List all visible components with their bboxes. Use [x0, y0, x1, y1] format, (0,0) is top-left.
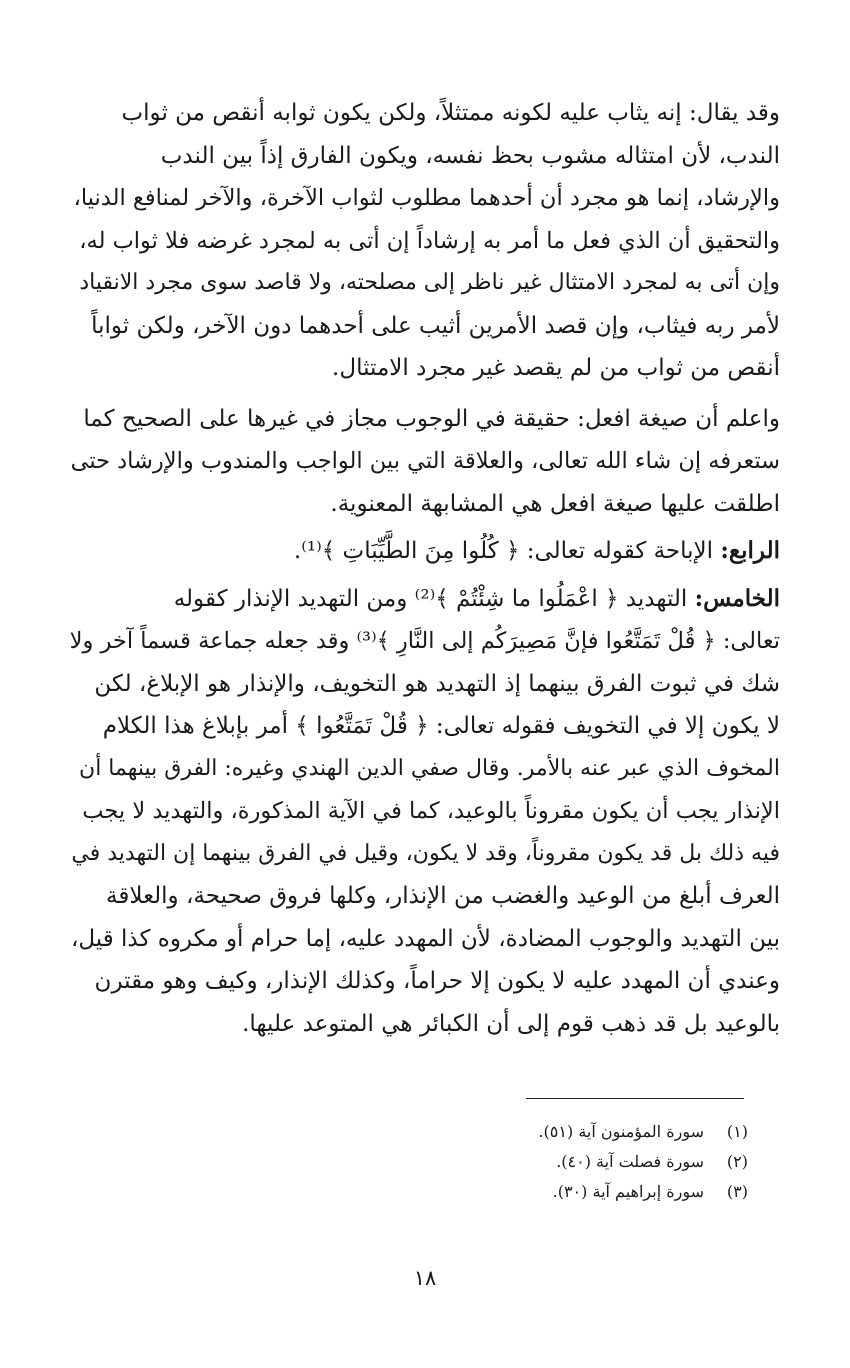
text-line: والتحقيق أن الذي فعل ما أمر به إرشاداً إن أتى به لمجرد غرضه فلا ثواب له، [79, 227, 780, 254]
footnote-number: (١) [726, 1122, 748, 1141]
text-line: شك في ثبوت الفرق بينهما إذ التهديد هو التخويف، والإنذار هو الإبلاغ، لكن [94, 670, 780, 697]
footnote-number: (٣) [726, 1182, 748, 1201]
paragraph-fifth [70, 578, 780, 1046]
text-run: الإباحة كقوله تعالى: ﴿ كُلُوا مِنَ الطَّيِّبَاتِ ﴾⁽¹⁾. [293, 538, 714, 564]
text-line: اطلقت عليها صيغة افعل هي المشابهة المعنوية. [330, 490, 780, 517]
text-line: تعالى: ﴿ قُلْ تَمَتَّعُوا فإنَّ مَصِيرَكُم إلى النَّارِ ﴾⁽³⁾ وقد جعله جماعة قسماً آخر ولا [69, 628, 780, 654]
text-line [70, 530, 780, 573]
text-line: ستعرفه إن شاء الله تعالى، والعلاقة التي بين الواجب والمندوب والإرشاد حتى [70, 448, 780, 474]
footnote-item [538, 1117, 748, 1147]
page-body [70, 92, 780, 1045]
text-line: بالوعيد بل قد ذهب قوم إلى أن الكبائر هي المتوعد عليها. [242, 1010, 780, 1037]
text-line: لأمر ربه فيثاب، وإن قصد الأمرين أثيب على أحدهما دون الآخر، ولكن ثواباً [91, 312, 780, 339]
paragraph-2 [70, 398, 780, 526]
text-run: التهديد ﴿ اعْمَلُوا ما شِئْتُمْ ﴾⁽²⁾ ومن التهديد الإنذار كقوله [173, 585, 688, 612]
text-line: أنقص من ثواب من لم يقصد غير مجرد الامتثال. [332, 355, 780, 381]
text-line: لا يكون إلا في التخويف فقوله تعالى: ﴿ قُلْ تَمَتَّعُوا ﴾ أمر بإبلاغ هذا الكلام [102, 713, 780, 739]
paragraph-fourth [70, 530, 780, 573]
footnote-item [538, 1147, 748, 1177]
footnote-number: (٢) [726, 1152, 748, 1171]
footnote-text: سورة فصلت آية (٤٠). [556, 1152, 704, 1171]
text-line: بين التهديد والوجوب المضادة، لأن المهدد عليه، إما حرام أو مكروه كذا قيل، [70, 925, 780, 952]
text-line: المخوف الذي عبر عنه بالأمر. وقال صفي الدين الهندي وغيره: الفرق بينهما أن [79, 755, 780, 781]
section-lead-fourth: الرابع: [720, 537, 780, 564]
text-line: وإن أتى به لمجرد الامتثال غير ناظر إلى مصلحته، ولا قاصد سوى مجرد الانقياد [79, 270, 780, 295]
text-line: العرف أبلغ من الوعيد والغضب من الإنذار، وكلها فروق صحيحة، والعلاقة [106, 883, 780, 909]
text-line: وقد يقال: إنه يثاب عليه لكونه ممتثلاً، ولكن يكون ثوابه أنقص من ثواب [121, 100, 780, 126]
page-number: ١٨ [413, 1266, 437, 1290]
paragraph-gap [70, 390, 780, 398]
text-line: فيه ذلك بل قد يكون مقروناً، وقد لا يكون، وقيل في الفرق بينهما إن التهديد في [71, 840, 780, 866]
text-line: الإنذار يجب أن يكون مقروناً بالوعيد، كما في الآية المذكورة، والتهديد لا يجب [82, 798, 780, 824]
footnote-text: سورة إبراهيم آية (٣٠). [552, 1182, 704, 1201]
text-line: الندب، لأن امتثاله مشوب بحظ نفسه، ويكون الفارق إذاً بين الندب [160, 142, 780, 169]
text-line: واعلم أن صيغة افعل: حقيقة في الوجوب مجاز في غيرها على الصحيح كما [83, 405, 780, 432]
footnotes [538, 1117, 748, 1207]
section-lead-fifth: الخامس: [694, 584, 780, 612]
text-line: وعندي أن المهدد عليه لا يكون إلا حراماً، وكذلك الإنذار، وكيف وهو مقترن [94, 968, 780, 994]
paragraph-1 [70, 92, 780, 390]
footnote-item [538, 1177, 748, 1207]
text-line [70, 578, 780, 621]
footnote-text: سورة المؤمنون آية (٥١). [538, 1122, 704, 1141]
footnote-divider [526, 1098, 744, 1099]
text-line: والإرشاد، إنما هو مجرد أن أحدهما مطلوب لثواب الآخرة، والآخر لمنافع الدنيا، [73, 185, 780, 211]
